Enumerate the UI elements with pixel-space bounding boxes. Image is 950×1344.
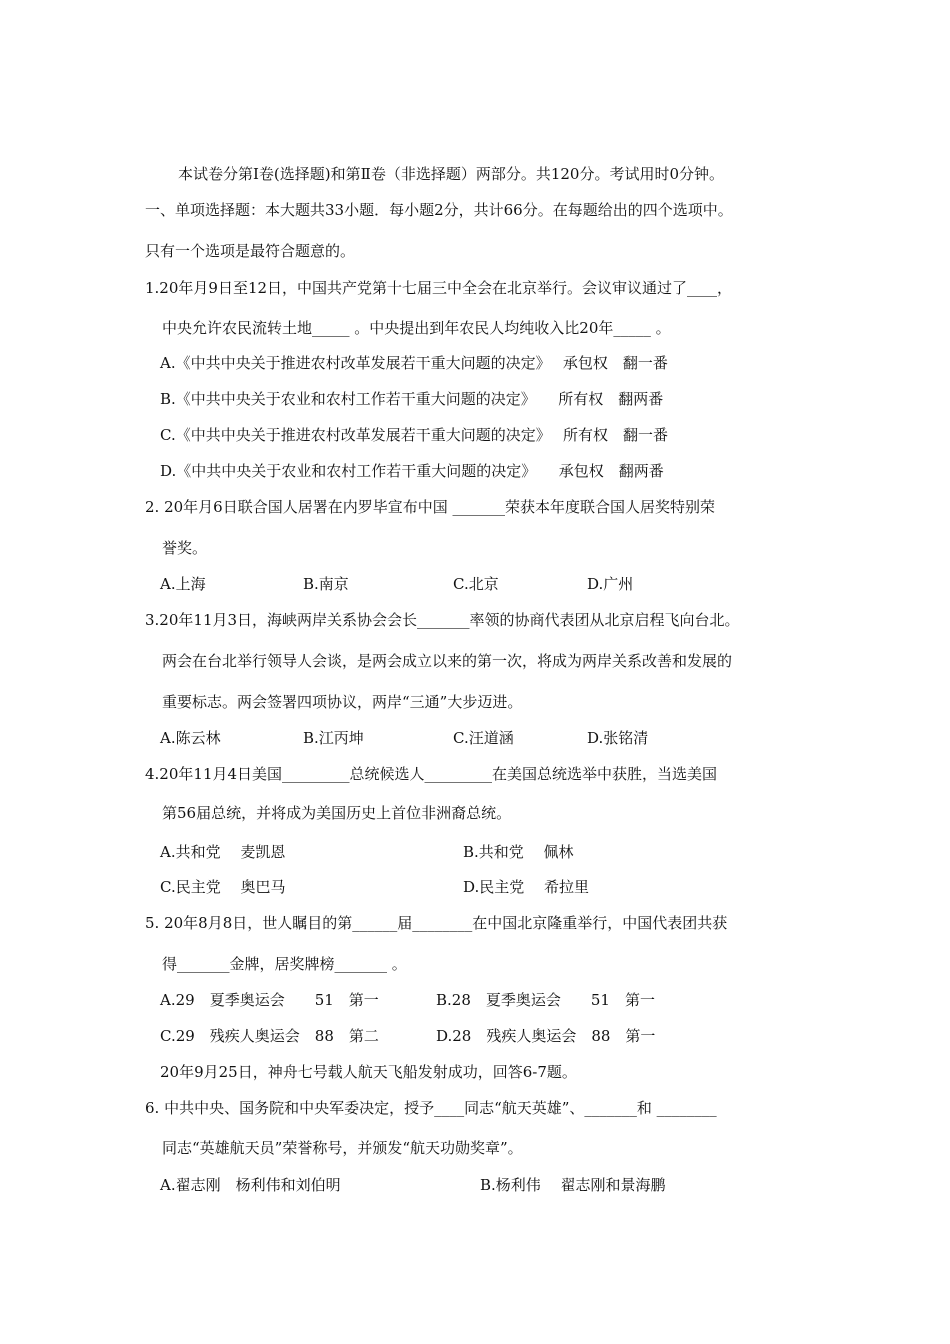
question-1-option-a: A.《中共中央关于推进农村改革发展若干重大问题的决定》 承包权 翻一番 bbox=[160, 354, 668, 372]
question-1-line2: 中央允许农民流转土地_____ 。中央提出到年农民人均纯收入比20年_____ 。 bbox=[162, 319, 671, 337]
question-6-line1: 6. 中共中央、国务院和中央军委决定，授予____同志“航天英雄”、_______和 ________ bbox=[145, 1099, 717, 1117]
question-3-option-c: C.汪道涵 bbox=[453, 729, 514, 747]
question-5-option-d: D.28 残疾人奥运会 88 第一 bbox=[436, 1027, 656, 1045]
question-2-line2: 誉奖。 bbox=[162, 539, 208, 557]
question-1-option-b: B.《中共中央关于农业和农村工作若干重大问题的决定》 所有权 翻两番 bbox=[160, 390, 664, 408]
question-6-option-b: B.杨利伟 翟志刚和景海鹏 bbox=[480, 1176, 666, 1194]
question-6-7-stem: 20年9月25日，神舟七号载人航天飞船发射成功，回答6-7题。 bbox=[160, 1063, 577, 1081]
question-4-option-b: B.共和党 佩林 bbox=[463, 843, 574, 861]
question-4-line2: 第56届总统，并将成为美国历史上首位非洲裔总统。 bbox=[162, 804, 512, 822]
question-3-line1: 3.20年11月3日，海峡两岸关系协会会长_______率领的协商代表团从北京启程飞向台北。 bbox=[145, 611, 740, 629]
question-2-option-c: C.北京 bbox=[453, 575, 499, 593]
question-5-option-b: B.28 夏季奥运会 51 第一 bbox=[436, 991, 655, 1009]
exam-intro: 本试卷分第Ⅰ卷(选择题)和第Ⅱ卷（非选择题）两部分。共120分。考试用时0分钟。 bbox=[178, 165, 725, 183]
section-heading-line1: 一、单项选择题：本大题共33小题．每小题2分，共计66分。在每题给出的四个选项中。 bbox=[145, 201, 733, 219]
question-4-option-c: C.民主党 奥巴马 bbox=[160, 878, 286, 896]
question-2-option-b: B.南京 bbox=[303, 575, 349, 593]
question-6-option-a: A.翟志刚 杨利伟和刘伯明 bbox=[160, 1176, 341, 1194]
question-3-line2: 两会在台北举行领导人会谈，是两会成立以来的第一次，将成为两岸关系改善和发展的 bbox=[162, 652, 733, 670]
question-4-option-d: D.民主党 希拉里 bbox=[463, 878, 590, 896]
question-5-option-c: C.29 残疾人奥运会 88 第二 bbox=[160, 1027, 379, 1045]
question-4-line1: 4.20年11月4日美国_________总统候选人_________在美国总统选举中获胜，当选美国 bbox=[145, 765, 718, 783]
question-3-option-b: B.江丙坤 bbox=[303, 729, 364, 747]
question-4-option-a: A.共和党 麦凯恩 bbox=[160, 843, 286, 861]
question-5-option-a: A.29 夏季奥运会 51 第一 bbox=[160, 991, 379, 1009]
question-5-line1: 5. 20年8月8日，世人瞩目的第______届________在中国北京隆重举行，中国代表团共获 bbox=[145, 914, 728, 932]
section-heading-line2: 只有一个选项是最符合题意的。 bbox=[145, 242, 356, 260]
question-3-option-d: D.张铭清 bbox=[587, 729, 649, 747]
question-1-option-c: C.《中共中央关于推进农村改革发展若干重大问题的决定》 所有权 翻一番 bbox=[160, 426, 668, 444]
question-1-line1: 1.20年月9日至12日，中国共产党第十七届三中全会在北京举行。会议审议通过了____， bbox=[145, 279, 733, 297]
question-1-option-d: D.《中共中央关于农业和农村工作若干重大问题的决定》 承包权 翻两番 bbox=[160, 462, 664, 480]
question-3-line3: 重要标志。两会签署四项协议，两岸“三通”大步迈进。 bbox=[162, 693, 523, 711]
question-3-option-a: A.陈云林 bbox=[160, 729, 221, 747]
question-2-line1: 2. 20年月6日联合国人居署在内罗毕宣布中国 _______荣获本年度联合国人居奖特别荣 bbox=[145, 498, 715, 516]
question-2-option-d: D.广州 bbox=[587, 575, 634, 593]
question-2-option-a: A.上海 bbox=[160, 575, 206, 593]
question-5-line2: 得_______金牌，居奖牌榜_______ 。 bbox=[162, 955, 407, 973]
question-6-line2: 同志“英雄航天员”荣誉称号，并颁发“航天功勋奖章”。 bbox=[162, 1139, 523, 1157]
